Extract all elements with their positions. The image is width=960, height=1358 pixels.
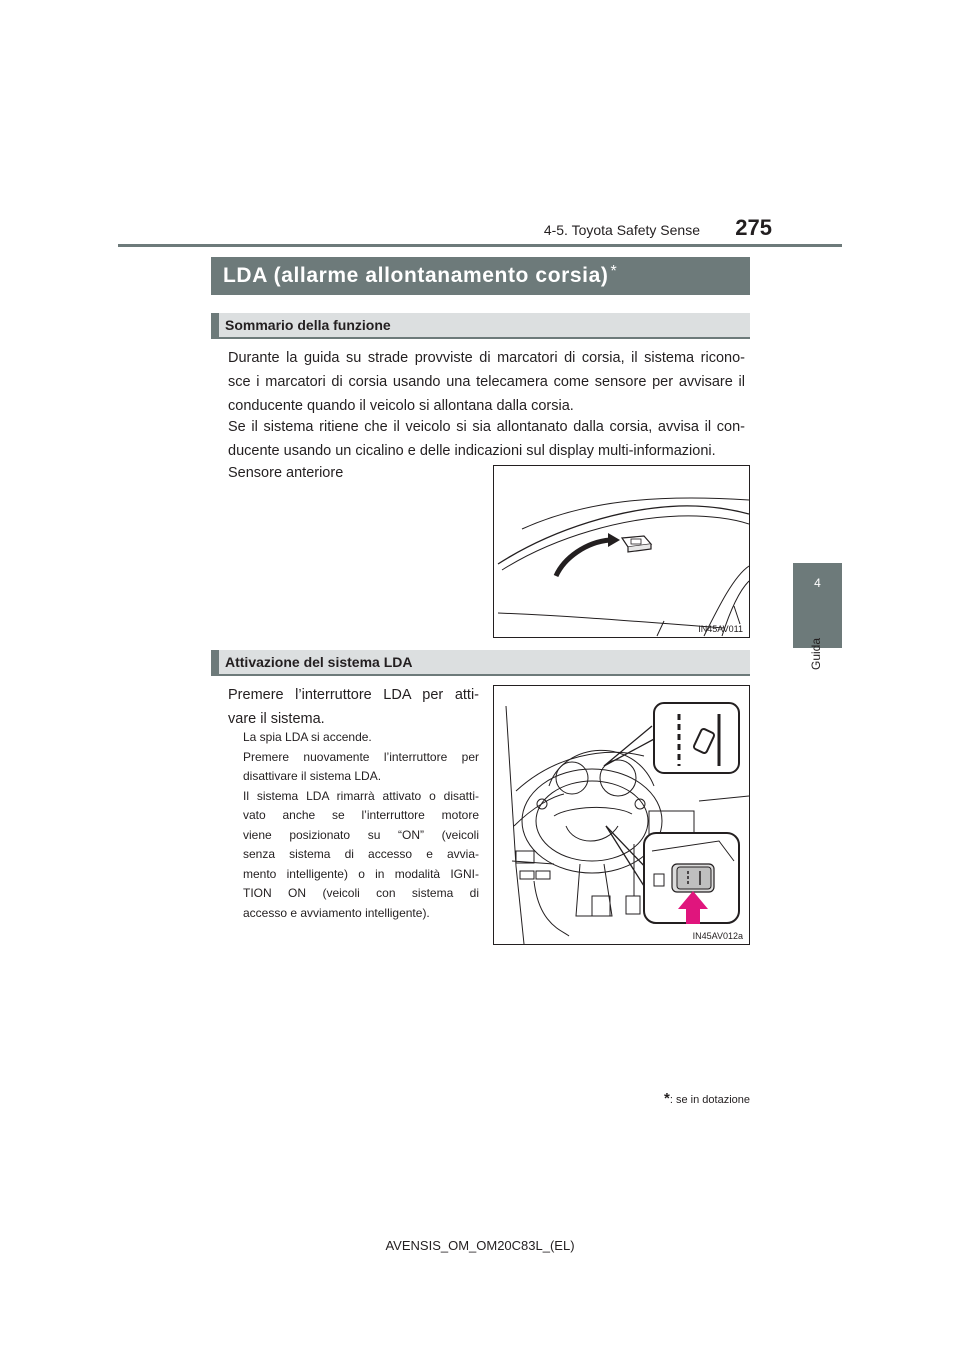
text-line: sce i marcatori di corsia usando una telecamera come sensore per avvisare il bbox=[228, 374, 745, 390]
text-line: Premere nuovamente l’interruttore per bbox=[243, 749, 479, 764]
text-line: vare il sistema. bbox=[228, 711, 325, 727]
lda-switch-figure bbox=[493, 685, 750, 945]
lda-indicator-icon bbox=[654, 703, 739, 773]
text-line: senza sistema di accesso e avvia- bbox=[243, 847, 479, 861]
page-number: 275 bbox=[735, 215, 772, 240]
activation-instruction bbox=[228, 683, 479, 731]
front-sensor-figure bbox=[493, 465, 750, 638]
text-line: TION ON (veicoli con sistema di bbox=[243, 886, 479, 900]
text-line: Se il sistema ritiene che il veicolo si sia allontanato dalla corsia, avvisa il con- bbox=[228, 419, 745, 435]
text-line: Durante la guida su strade provviste di marcatori di corsia, il sistema ricono- bbox=[228, 350, 745, 366]
document-code: AVENSIS_OM_OM20C83L_(EL) bbox=[385, 1238, 575, 1253]
chapter-label: Guida bbox=[809, 637, 823, 670]
text-line: La spia LDA si accende. bbox=[243, 730, 372, 744]
page-title-text: LDA (allarme allontanamento corsia) bbox=[223, 264, 609, 287]
text-line: vato anche se l’interruttore motore bbox=[243, 808, 479, 822]
heading-accent-bar bbox=[211, 313, 219, 337]
footnote-symbol: * bbox=[664, 1090, 670, 1107]
chapter-label-container bbox=[797, 634, 837, 674]
header-rule bbox=[118, 244, 842, 247]
chapter-number: 4 bbox=[814, 576, 821, 590]
figure-code: IN45AV012a bbox=[692, 931, 743, 941]
text-line: Il sistema LDA rimarrà attivato o disatti- bbox=[243, 788, 479, 803]
text-line: mento intelligente) o in modalità IGNI- bbox=[243, 866, 479, 881]
camera-sensor-icon bbox=[622, 536, 651, 552]
figure-code: IN45AV011 bbox=[698, 624, 743, 634]
overview-paragraph bbox=[228, 346, 745, 418]
page-title bbox=[211, 257, 750, 295]
text-line: accesso e avviamento intelligente). bbox=[243, 905, 430, 920]
text-line: conducente quando il veicolo si allontana dalla corsia. bbox=[228, 398, 574, 414]
section-heading-overview bbox=[211, 313, 750, 339]
heading-accent-bar bbox=[211, 650, 219, 674]
warning-paragraph bbox=[228, 415, 745, 463]
section-heading-text: Sommario della funzione bbox=[225, 317, 391, 333]
asterisk-mark: * bbox=[610, 263, 618, 280]
footnote bbox=[560, 1090, 750, 1107]
text-line: viene posizionato su “ON” (veicoli bbox=[243, 827, 479, 842]
footnote-text: : se in dotazione bbox=[669, 1094, 750, 1106]
section-heading-text: Attivazione del sistema LDA bbox=[225, 654, 413, 670]
text-line: Premere l’interruttore LDA per atti- bbox=[228, 687, 479, 703]
figure-caption: Sensore anteriore bbox=[228, 465, 344, 481]
activation-notes bbox=[243, 728, 479, 923]
section-heading-activation bbox=[211, 650, 750, 676]
windshield-sensor-illustration bbox=[494, 466, 749, 637]
section-breadcrumb: 4-5. Toyota Safety Sense bbox=[543, 222, 700, 238]
dashboard-illustration bbox=[494, 686, 749, 944]
text-line: disattivare il sistema LDA. bbox=[243, 769, 382, 783]
text-line: ducente usando un cicalino e delle indicazioni sul display multi-informazioni. bbox=[228, 443, 716, 459]
